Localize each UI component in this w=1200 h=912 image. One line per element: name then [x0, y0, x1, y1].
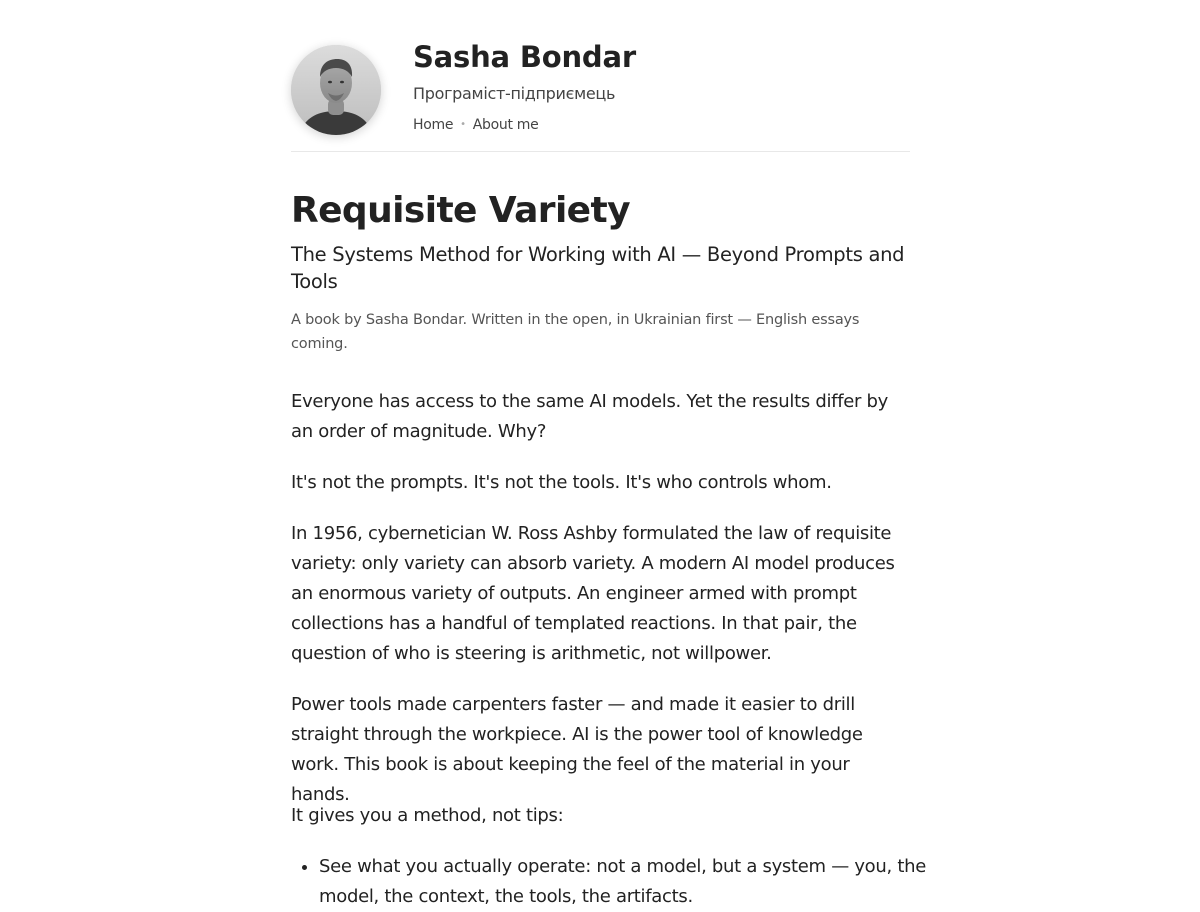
page-content — [291, 0, 926, 907]
site-tagline: Програміст-підприємець — [413, 84, 616, 103]
paragraph: Power tools made carpenters faster — and made it easier to drill straight through the workpiece. AI is the power tool of knowledge work. This book is about keeping the feel of the material in your hands. — [291, 694, 863, 805]
paragraph: It gives you a method, not tips: — [291, 805, 564, 826]
site-title[interactable]: Sasha Bondar — [413, 40, 636, 74]
article-subtitle: The Systems Method for Working with AI — Beyond Prompts and Tools — [291, 243, 905, 293]
paragraph: Everyone has access to the same AI models. Yet the results differ by an order of magnitude. Why? — [291, 391, 889, 442]
nav-separator: • — [460, 119, 466, 130]
site-nav — [413, 117, 538, 133]
paragraph: In 1956, cybernetician W. Ross Ashby formulated the law of requisite variety: only variety can absorb variety. A modern AI model produces an enormous variety of outputs. An engineer armed with prompt collections has a handful of templated reactions. In that pair, the question of who is steering is arithmetic, not willpower. — [291, 523, 895, 664]
author-avatar[interactable] — [291, 45, 381, 135]
nav-about-link[interactable]: About me — [472, 117, 539, 133]
site-header — [291, 0, 910, 152]
list-item: • See what you actually operate: not a model, but a system — you, the model, the context, the tools, the artifacts. — [319, 852, 938, 912]
author-portrait-image — [291, 45, 381, 135]
article-byline: A book by Sasha Bondar. Written in the open, in Ukrainian first — English essays coming. — [291, 312, 860, 352]
article-title: Requisite Variety — [291, 190, 630, 231]
method-list — [291, 852, 938, 912]
nav-home-link[interactable]: Home — [413, 117, 454, 133]
paragraph: It's not the prompts. It's not the tools. It's who controls whom. — [291, 472, 832, 493]
